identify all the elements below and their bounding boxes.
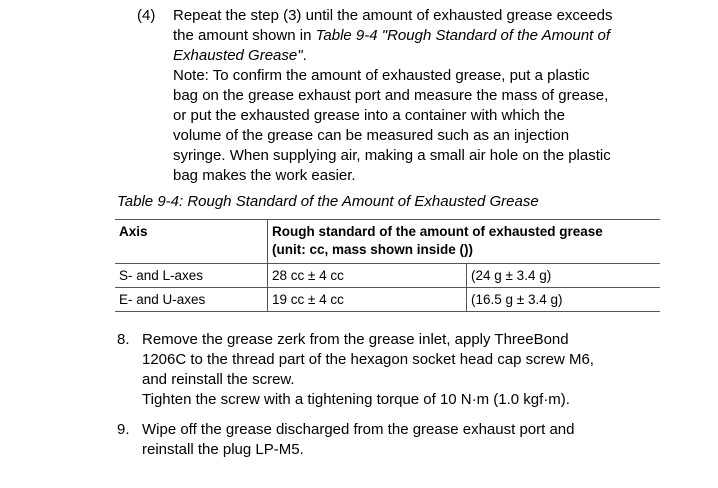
header-standard bbox=[268, 220, 661, 264]
step-number: 9. bbox=[117, 421, 130, 438]
step-line: Remove the grease zerk from the grease inlet, apply ThreeBond bbox=[142, 331, 569, 348]
step-line: Wipe off the grease discharged from the grease exhaust port and bbox=[142, 421, 575, 438]
cell-volume: 19 cc ± 4 cc bbox=[268, 288, 467, 312]
table-caption: Table 9-4: Rough Standard of the Amount of Exhausted Grease bbox=[117, 193, 539, 210]
step-line: and reinstall the screw. bbox=[142, 371, 295, 388]
substep-body bbox=[173, 6, 697, 186]
step-number: 8. bbox=[117, 331, 130, 348]
cell-volume: 28 cc ± 4 cc bbox=[268, 264, 467, 288]
table-row bbox=[115, 264, 660, 288]
note-line: bag makes the work easier. bbox=[173, 167, 356, 184]
cell-mass: (24 g ± 3.4 g) bbox=[467, 264, 661, 288]
step-list bbox=[117, 330, 677, 470]
substep-number: (4) bbox=[137, 7, 156, 24]
substep-line bbox=[173, 26, 697, 46]
cell-axis: E- and U-axes bbox=[115, 288, 268, 312]
note-line: or put the exhausted grease into a container with which the bbox=[173, 107, 565, 124]
cell-axis: S- and L-axes bbox=[115, 264, 268, 288]
step-line: reinstall the plug LP-M5. bbox=[142, 441, 304, 458]
substep-4 bbox=[137, 6, 697, 186]
note-line: Note: To confirm the amount of exhausted grease, put a plastic bbox=[173, 67, 590, 84]
table-reference: Table 9-4 "Rough Standard of the Amount of bbox=[315, 27, 611, 44]
step-9 bbox=[117, 420, 677, 460]
substep-text: . bbox=[302, 47, 307, 64]
step-8 bbox=[117, 330, 677, 410]
note-line: volume of the grease can be measured such as an injection bbox=[173, 127, 570, 144]
substep-line bbox=[173, 46, 697, 66]
table-header-row bbox=[115, 220, 660, 264]
step-line: Tighten the screw with a tightening torque of 10 N·m (1.0 kgf·m). bbox=[142, 391, 570, 408]
note-line: syringe. When supplying air, making a small air hole on the plastic bbox=[173, 147, 611, 164]
grease-standard-table bbox=[115, 219, 660, 312]
table-reference: Exhausted Grease" bbox=[173, 47, 303, 64]
header-axis: Axis bbox=[115, 220, 268, 264]
note-line: bag on the grease exhaust port and measure the mass of grease, bbox=[173, 87, 609, 104]
substep-line: Repeat the step (3) until the amount of exhausted grease exceeds bbox=[173, 7, 613, 24]
step-line: 1206C to the thread part of the hexagon socket head cap screw M6, bbox=[142, 351, 594, 368]
header-standard-line: Rough standard of the amount of exhausted grease bbox=[272, 224, 603, 239]
cell-mass: (16.5 g ± 3.4 g) bbox=[467, 288, 661, 312]
substep-text: the amount shown in bbox=[173, 27, 316, 44]
header-standard-line: (unit: cc, mass shown inside ()) bbox=[272, 242, 474, 257]
table-row bbox=[115, 288, 660, 312]
